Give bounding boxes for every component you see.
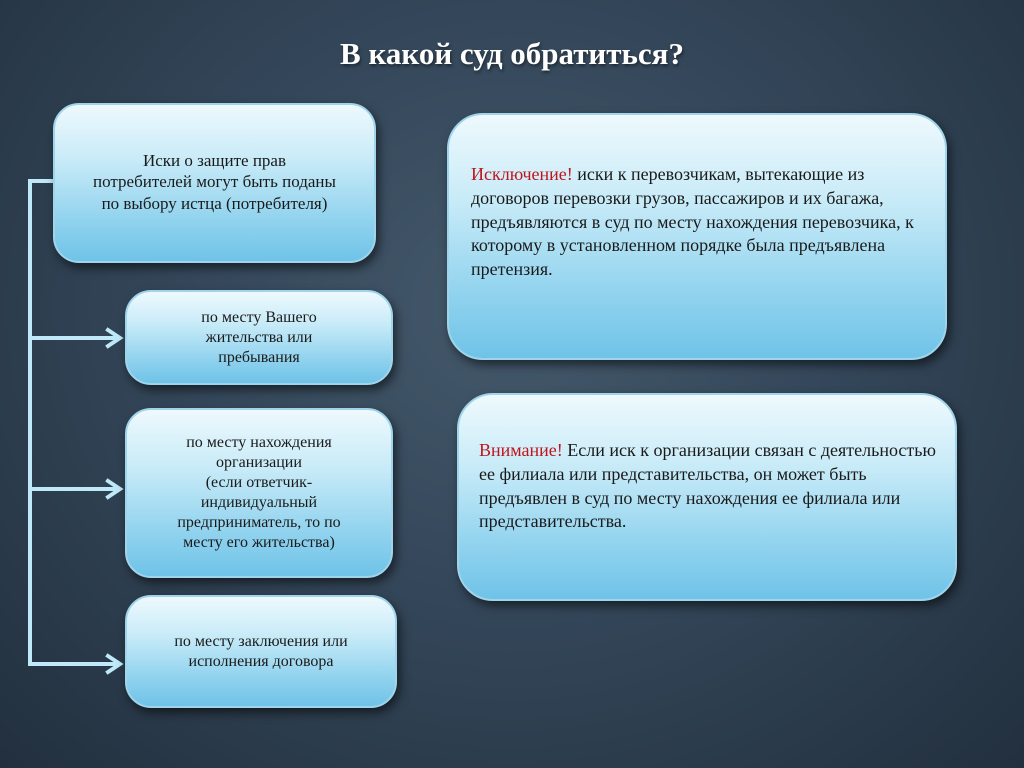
exception-paragraph [471, 163, 925, 282]
option-contract-text: по месту заключения или исполнения договора [174, 632, 348, 670]
option-organization-box [125, 408, 393, 578]
slide-title: В какой суд обратиться? [340, 36, 684, 71]
exception-label: Исключение! [471, 164, 573, 184]
attention-paragraph [479, 439, 937, 534]
exception-text: иски к перевозчикам, вытекающие из договоров перевозки грузов, пассажиров и их багажа, предъявляются в суд по месту нахождения перевозчика, к которому в установленном порядке была предъявлена претензия. [471, 164, 914, 279]
attention-text: Если иск к организации связан с деятельностью ее филиала или представительства, он может быть предъявлен в суд по месту нахождения ее филиала или представительства. [479, 440, 936, 532]
attention-label: Внимание! [479, 440, 563, 460]
option-organization-text: по месту нахождения организации (если ответчик- индивидуальный предприниматель, то по месту его жительства) [177, 434, 341, 551]
option-residence-box [125, 290, 393, 385]
exception-box [447, 113, 947, 360]
option-contract-box [125, 595, 397, 708]
consumer-rights-claims-text: Иски о защите прав потребителей могут быть поданы по выбору истца (потребителя) [93, 151, 336, 213]
consumer-rights-claims-box [53, 103, 376, 263]
attention-box [457, 393, 957, 601]
option-residence-text: по месту Вашего жительства или пребывания [201, 308, 317, 366]
